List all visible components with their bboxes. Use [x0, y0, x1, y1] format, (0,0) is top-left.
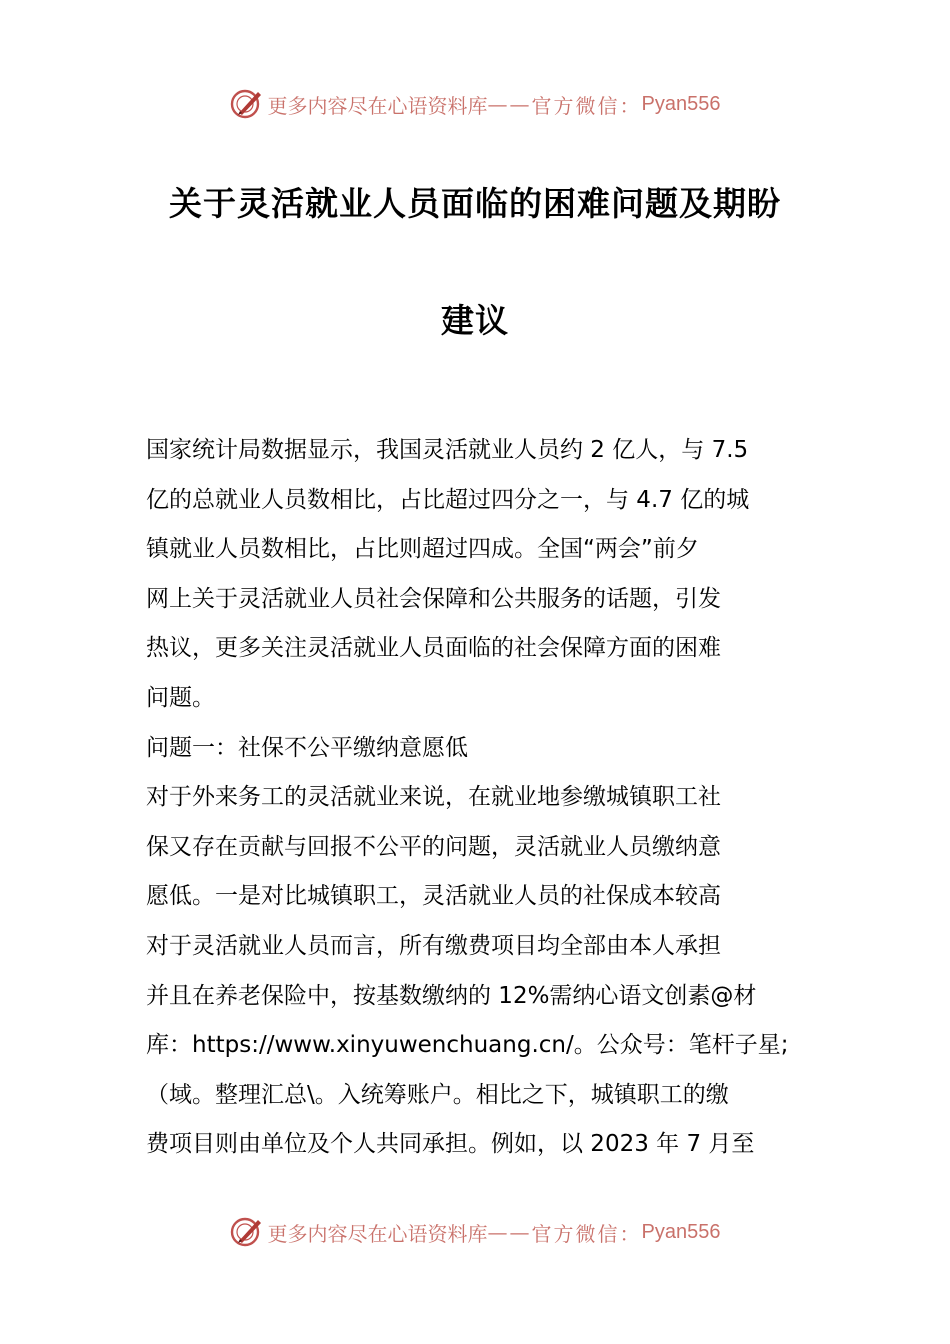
body-line: 网上关于灵活就业人员社会保障和公共服务的话题，引发 — [146, 585, 721, 612]
body-line: 亿的总就业人员数相比，占比超过四分之一，与 4.7 亿的城 — [146, 486, 750, 513]
footer-watermark-banner — [0, 1212, 950, 1252]
body-line: 并且在养老保险中，按基数缴纳的 12%需纳心语文创素@材 — [146, 982, 757, 1009]
quill-pen-seal-icon — [230, 87, 264, 121]
document-title-line-2: 建议 — [441, 301, 509, 340]
header-watermark-banner — [0, 84, 950, 124]
banner-dash: —— — [487, 92, 532, 116]
body-line: 费项目则由单位及个人共同承担。例如，以 2023 年 7 月至 — [146, 1131, 755, 1158]
document-title-line-1: 关于灵活就业人员面临的困难问题及期盼 — [169, 184, 781, 223]
body-line-with-link: 库：https://www.xinyuwenchuang.cn/。公众号：笔杆子星; — [146, 1032, 789, 1059]
body-line: 问题。 — [146, 684, 215, 711]
body-line: 国家统计局数据显示，我国灵活就业人员约 2 亿人，与 7.5 — [146, 437, 749, 463]
body-line: 保又存在贡献与回报不公平的问题，灵活就业人员缴纳意 — [146, 833, 721, 860]
body-line: 热议，更多关注灵活就业人员面临的社会保障方面的困难 — [146, 635, 721, 662]
banner-left-text: 更多内容尽在心语资料库 — [267, 1221, 488, 1246]
banner-left-text: 更多内容尽在心语资料库 — [267, 93, 488, 118]
document-body — [146, 426, 810, 1170]
banner-wechat-id: Pyan556 — [641, 1220, 721, 1243]
body-line: 愿低。一是对比城镇职工，灵活就业人员的社保成本较高 — [146, 883, 721, 910]
body-line: （域。整理汇总\。入统筹账户。相比之下，城镇职工的缴 — [146, 1081, 729, 1108]
banner-dash: —— — [487, 1220, 532, 1244]
section-heading-problem-1: 问题一：社保不公平缴纳意愿低 — [146, 734, 468, 761]
body-line: 镇就业人员数相比，占比则超过四成。全国“两会”前夕 — [146, 536, 699, 563]
banner-right-text: 官方微信： — [531, 1221, 642, 1246]
body-line: 对于外来务工的灵活就业来说，在就业地参缴城镇职工社 — [146, 784, 721, 811]
body-line: 对于灵活就业人员而言，所有缴费项目均全部由本人承担 — [146, 932, 721, 959]
banner-right-text: 官方微信： — [531, 93, 642, 118]
banner-wechat-id: Pyan556 — [641, 92, 721, 115]
quill-pen-seal-icon — [230, 1215, 264, 1249]
